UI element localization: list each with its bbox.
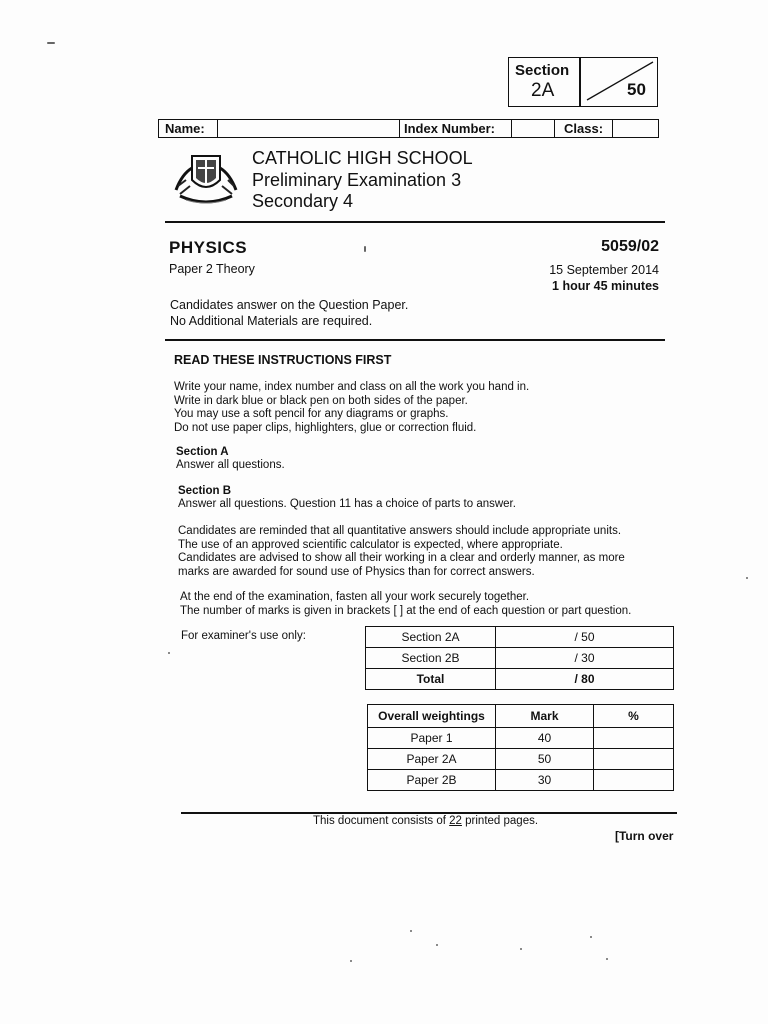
row-value: / 50 xyxy=(496,627,674,648)
exam-title: Preliminary Examination 3 xyxy=(252,170,462,190)
candidate-note-2: No Additional Materials are required. xyxy=(170,314,373,328)
candidate-info-row xyxy=(158,119,659,138)
table-row xyxy=(366,648,674,669)
row-mark: 30 xyxy=(496,770,594,791)
divider-top xyxy=(165,221,665,223)
divider-middle xyxy=(165,339,665,341)
name-label: Name: xyxy=(165,121,205,136)
header-cell: % xyxy=(594,705,674,728)
scan-speck xyxy=(47,42,55,44)
instruction-line: Write your name, index number and class on all the work you hand in. xyxy=(174,381,530,393)
page-count-suffix: printed pages. xyxy=(461,815,539,827)
table-row xyxy=(366,627,674,648)
page-count-note xyxy=(313,815,538,827)
class-label: Class: xyxy=(564,121,604,136)
instructions-heading: READ THESE INSTRUCTIONS FIRST xyxy=(174,353,392,367)
table-header-row xyxy=(368,705,674,728)
section-a-title: Section A xyxy=(176,446,229,458)
row-label: Paper 2B xyxy=(368,770,496,791)
table-row xyxy=(368,770,674,791)
section-label: Section xyxy=(515,62,570,79)
scan-speck xyxy=(436,944,438,946)
row-label: Paper 2A xyxy=(368,749,496,770)
examiner-use-label: For examiner's use only: xyxy=(181,630,306,642)
reminder-line: marks are awarded for sound use of Physics than for correct answers. xyxy=(178,565,535,578)
section-id: 2A xyxy=(531,80,555,101)
class-field[interactable] xyxy=(614,120,658,137)
instruction-line: Write in dark blue or black pen on both sides of the paper. xyxy=(174,394,468,407)
scan-speck xyxy=(350,960,352,962)
scan-speck xyxy=(746,577,748,579)
header-cell: Mark xyxy=(496,705,594,728)
section-b-title: Section B xyxy=(178,485,232,497)
school-name: CATHOLIC HIGH SCHOOL xyxy=(252,148,473,168)
scan-speck xyxy=(364,246,366,252)
table-row xyxy=(368,749,674,770)
table-row xyxy=(368,728,674,749)
scan-speck xyxy=(606,958,608,960)
instruction-line: Do not use paper clips, highlighters, glue or correction fluid. xyxy=(174,421,477,434)
paper-code: 5059/02 xyxy=(601,238,659,255)
end-line: The number of marks is given in brackets [ ] at the end of each question or part question. xyxy=(180,604,632,617)
weightings-table xyxy=(367,704,674,791)
scan-speck xyxy=(410,930,412,932)
exam-date: 15 September 2014 xyxy=(549,263,659,277)
reminder-line: Candidates are reminded that all quantitative answers should include appropriate units. xyxy=(178,525,622,537)
page-count-prefix: This document consists of xyxy=(313,815,450,827)
row-percent[interactable] xyxy=(594,770,674,791)
scan-speck xyxy=(168,652,170,654)
row-label: Section 2B xyxy=(366,648,496,669)
school-crest-logo xyxy=(172,150,240,210)
end-line: At the end of the examination, fasten all your work securely together. xyxy=(180,591,530,603)
row-label: Section 2A xyxy=(366,627,496,648)
subject-title: PHYSICS xyxy=(169,238,248,257)
reminder-line: The use of an approved scientific calculator is expected, where appropriate. xyxy=(178,538,563,551)
section-b-text: Answer all questions. Question 11 has a choice of parts to answer. xyxy=(178,498,516,510)
row-label: Total xyxy=(366,669,496,690)
level-title: Secondary 4 xyxy=(252,191,354,211)
name-field[interactable] xyxy=(219,120,399,137)
exam-duration: 1 hour 45 minutes xyxy=(552,279,659,293)
row-mark: 50 xyxy=(496,749,594,770)
row-label: Paper 1 xyxy=(368,728,496,749)
table-row xyxy=(366,669,674,690)
candidate-note-1: Candidates answer on the Question Paper. xyxy=(170,298,409,312)
index-number-label: Index Number: xyxy=(404,121,496,136)
row-percent[interactable] xyxy=(594,749,674,770)
row-mark: 40 xyxy=(496,728,594,749)
scan-speck xyxy=(520,948,522,950)
section-a-text: Answer all questions. xyxy=(176,459,285,471)
reminder-line: Candidates are advised to show all their working in a clear and orderly manner, as more xyxy=(178,552,625,564)
turn-over-note: [Turn over xyxy=(615,829,674,843)
page-count-number: 22 xyxy=(449,815,462,827)
instruction-line: You may use a soft pencil for any diagrams or graphs. xyxy=(174,408,449,420)
instructions-general xyxy=(174,381,529,435)
row-value: / 80 xyxy=(496,669,674,690)
row-value: / 30 xyxy=(496,648,674,669)
end-instructions xyxy=(180,591,631,618)
scan-speck xyxy=(590,936,592,938)
paper-name: Paper 2 Theory xyxy=(169,262,255,276)
section-max-marks: 50 xyxy=(627,80,646,99)
examiner-marks-table xyxy=(365,626,674,690)
section-score-box xyxy=(508,57,658,107)
header-cell: Overall weightings xyxy=(368,705,496,728)
index-number-field[interactable] xyxy=(513,120,553,137)
divider-bottom xyxy=(181,812,677,814)
row-percent[interactable] xyxy=(594,728,674,749)
candidate-reminders xyxy=(178,525,625,579)
